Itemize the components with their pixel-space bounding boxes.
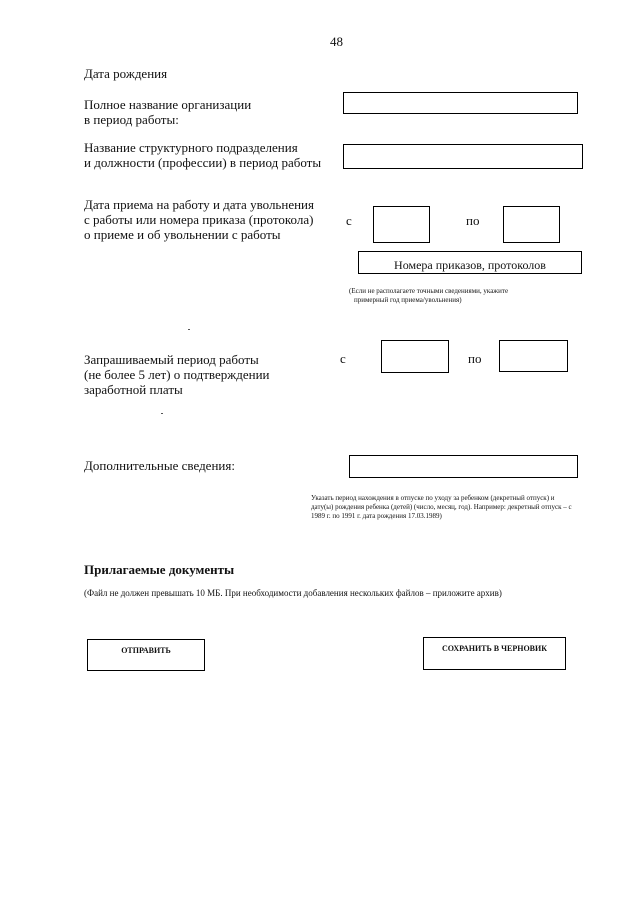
- additional-label: Дополнительные сведения:: [84, 458, 235, 473]
- additional-hint: Указать период нахождения в отпуске по уходу за ребенком (декретный отпуск) и дату(ы) рождения ребенка (детей) (число, месяц, год). Например: декретный отпуск – с 1989 г. по 1991 г. дата рождения 17.03.1989): [311, 494, 572, 520]
- save-draft-button[interactable]: СОХРАНИТЬ В ЧЕРНОВИК: [423, 637, 566, 670]
- attachments-note: (Файл не должен превышать 10 МБ. При необходимости добавления нескольких файлов – приложите архив): [84, 588, 502, 598]
- order-numbers-caption: Номера приказов, протоколов: [394, 258, 546, 272]
- hire-to-label: по: [466, 213, 480, 228]
- department-input[interactable]: [343, 144, 583, 169]
- order-numbers-input[interactable]: [358, 251, 582, 274]
- birth-date-label: Дата рождения: [84, 66, 168, 81]
- org-name-label: Полное название организации в период работы:: [84, 97, 252, 127]
- department-label: Название структурного подразделения и должности (профессии) в период работы: [84, 140, 322, 170]
- attachments-heading: Прилагаемые документы: [84, 562, 235, 577]
- scan-speck: [188, 329, 190, 330]
- hire-dates-label: Дата приема на работу и дата увольнения с работы или номера приказа (протокола) о приеме и об увольнении с работы: [84, 197, 314, 242]
- hire-from-label: с: [346, 213, 352, 228]
- period-from-label: с: [340, 351, 346, 366]
- org-name-input[interactable]: [343, 92, 578, 114]
- scan-speck: [161, 413, 163, 414]
- submit-button[interactable]: ОТПРАВИТЬ: [87, 639, 205, 671]
- period-to-label: по: [468, 351, 482, 366]
- page-number: 48: [330, 34, 343, 49]
- hire-to-input[interactable]: [503, 206, 560, 243]
- additional-input[interactable]: [349, 455, 578, 478]
- period-from-input[interactable]: [381, 340, 449, 373]
- hire-hint: (Если не располагаете точными сведениями, укажите примерный год приема/увольнения): [349, 287, 509, 304]
- requested-period-label: Запрашиваемый период работы (не более 5 лет) о подтверждении заработной платы: [84, 352, 270, 397]
- period-to-input[interactable]: [499, 340, 568, 372]
- hire-from-input[interactable]: [373, 206, 430, 243]
